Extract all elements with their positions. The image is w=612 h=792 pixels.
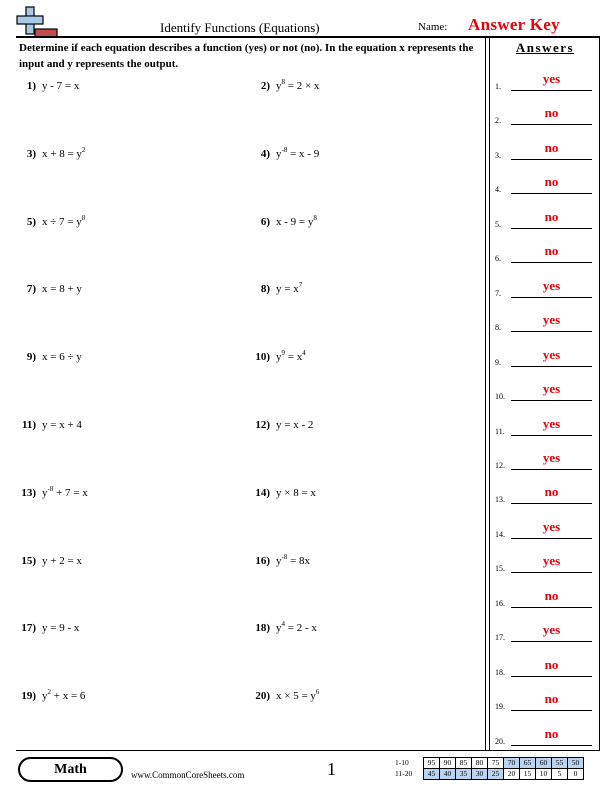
equation-text: y = x - 2: [276, 419, 314, 431]
answer-number: 1.: [495, 82, 501, 91]
answer-row: [495, 277, 595, 304]
score-cell: 0: [568, 769, 584, 780]
problem-number: 20): [255, 690, 270, 703]
answer-value: no: [544, 587, 559, 603]
answer-value: yes: [542, 518, 561, 534]
equation-text: y: [276, 147, 282, 160]
answer-line: [511, 90, 592, 91]
problem-equation: [42, 145, 86, 160]
exponent: 4: [281, 620, 285, 629]
equation-text: x ÷ 7 = y: [42, 215, 82, 228]
exponent: 7: [298, 281, 303, 290]
exponent: -8: [281, 552, 288, 561]
answer-line: [511, 297, 592, 298]
answer-number: 18.: [495, 667, 505, 677]
exponent: 2: [81, 145, 86, 154]
score-cell: 10: [536, 769, 552, 780]
score-cell: 5: [552, 769, 568, 780]
answer-line: [511, 469, 592, 470]
exponent: 4: [302, 349, 306, 358]
answer-number: 15.: [495, 564, 505, 574]
answer-line: [511, 366, 592, 367]
problem-equation: [42, 622, 79, 634]
score-cell: 90: [440, 758, 456, 769]
answer-row: [495, 622, 595, 648]
answer-column-divider: [485, 37, 486, 751]
header-rule: [16, 36, 600, 38]
score-row: [395, 769, 584, 780]
answer-row: [495, 71, 595, 97]
problem-number: 18): [255, 622, 270, 635]
exponent: 9: [281, 349, 285, 358]
subject-badge: Math: [18, 757, 123, 782]
score-cell: 55: [552, 758, 568, 769]
equation-text: x + 8 = y: [42, 147, 82, 160]
answer-number: 6.: [495, 254, 501, 264]
answer-number: 20.: [495, 736, 505, 746]
equation-text: = 2 - x: [285, 622, 317, 635]
problem-equation: [276, 80, 319, 92]
equation-text: y = 9 - x: [42, 622, 80, 635]
score-row: [395, 758, 584, 769]
answer-row: [495, 105, 595, 131]
exponent: 8: [313, 213, 317, 222]
problem-equation: [276, 283, 302, 295]
equation-text: y: [42, 486, 48, 499]
answer-number: 8.: [495, 323, 501, 333]
score-cell: 50: [568, 758, 584, 769]
problem-equation: [42, 213, 86, 228]
answer-number: 2.: [495, 116, 501, 126]
answer-row: [495, 553, 595, 579]
answer-value: yes: [542, 415, 561, 431]
answer-line: [511, 262, 592, 263]
answer-value: yes: [542, 277, 561, 293]
problem-number: 6): [260, 215, 270, 228]
answer-number: 19.: [495, 702, 505, 712]
answer-value: no: [544, 243, 559, 259]
answer-row: [495, 415, 595, 442]
problem-number: 7): [26, 283, 36, 296]
score-cell: 60: [536, 758, 552, 769]
problem-number: 9): [26, 351, 36, 364]
worksheet-title: Identify Functions (Equations): [160, 20, 320, 35]
equation-text: y: [276, 622, 282, 635]
answer-line: [511, 538, 592, 539]
equation-text: y: [276, 80, 282, 92]
equation-text: y: [42, 690, 48, 703]
math-plus-logo-icon: [16, 6, 58, 38]
answer-number: 17.: [495, 633, 505, 643]
answer-value: yes: [542, 622, 561, 638]
score-cell: 20: [504, 769, 520, 780]
answer-line: [511, 193, 592, 194]
equation-text: + x = 6: [51, 690, 86, 703]
problem-number: 5): [26, 215, 36, 228]
equation-text: x = 8 + y: [42, 283, 82, 296]
answer-number: 14.: [495, 529, 505, 539]
problem-number: 2): [260, 80, 270, 92]
score-cell: 95: [424, 758, 440, 769]
answer-row: [495, 139, 595, 166]
score-cell: 25: [488, 769, 504, 780]
website-text: www.CommonCoreSheets.com: [131, 770, 245, 780]
equation-text: = 2 × x: [285, 80, 320, 92]
answer-value: no: [544, 691, 559, 707]
instructions: Determine if each equation describes a function (yes) or not (no). In the equation x represents the input and y represents the output.: [19, 42, 474, 70]
answer-number: 10.: [495, 392, 505, 402]
answer-value: no: [544, 105, 559, 121]
score-cell: 80: [472, 758, 488, 769]
exponent: -8: [47, 484, 54, 493]
problem-number: 13): [21, 486, 36, 499]
problem-equation: [42, 80, 79, 92]
problem-equation: [276, 552, 311, 567]
score-cell: 30: [472, 769, 488, 780]
answer-row: [495, 587, 595, 614]
answer-line: [511, 435, 592, 436]
answer-line: [511, 331, 592, 332]
answer-value: no: [544, 656, 559, 672]
answer-row: [495, 484, 595, 510]
problem-number: 11): [21, 419, 36, 431]
score-cell: 15: [520, 769, 536, 780]
answer-row: [495, 346, 595, 373]
name-label: Name:: [418, 21, 448, 33]
answer-line: [511, 676, 592, 677]
problem-equation: [42, 484, 88, 499]
score-cell: 70: [504, 758, 520, 769]
answer-row: [495, 518, 595, 545]
answer-line: [511, 228, 592, 229]
equation-text: y = x + 4: [42, 419, 82, 431]
answer-number: 11.: [495, 426, 505, 436]
equation-text: = x: [285, 351, 303, 364]
score-cell: 35: [456, 769, 472, 780]
answer-number: 3.: [495, 150, 501, 160]
answer-number: 12.: [495, 460, 505, 470]
exponent: 6: [315, 688, 320, 697]
exponent: 8: [81, 213, 86, 222]
exponent: -8: [281, 145, 288, 154]
problem-number: 17): [21, 622, 36, 635]
problem-number: 3): [26, 147, 36, 160]
score-cell: 85: [456, 758, 472, 769]
problem-equation: [276, 622, 317, 634]
answer-value: yes: [542, 381, 561, 397]
answer-line: [511, 745, 592, 746]
answer-row: [495, 381, 595, 407]
equation-text: x - 9 = y: [276, 215, 314, 228]
answer-value: no: [544, 139, 559, 155]
exponent: 8: [281, 78, 285, 86]
answer-value: yes: [542, 553, 561, 569]
answer-row: [495, 691, 595, 717]
answer-number: 5.: [495, 219, 501, 229]
score-cell: 75: [488, 758, 504, 769]
problem-equation: [276, 145, 320, 160]
problem-number: 19): [21, 690, 36, 703]
score-table: [395, 757, 584, 780]
problem-number: 12): [255, 419, 270, 431]
equation-text: x × 5 = y: [276, 690, 316, 703]
answer-value: no: [544, 174, 559, 190]
answer-line: [511, 503, 592, 504]
problem-number: 16): [255, 554, 270, 567]
answer-value: yes: [542, 71, 561, 86]
problem-equation: [276, 419, 313, 431]
score-cell: 45: [424, 769, 440, 780]
answer-value: no: [544, 725, 559, 741]
problem-number: 10): [255, 351, 270, 364]
answer-row: [495, 656, 595, 683]
equation-text: x = 6 ÷ y: [42, 351, 82, 364]
problem-equation: [276, 487, 316, 499]
equation-text: y: [276, 351, 282, 364]
problem-equation: [42, 419, 82, 431]
answer-number: 9.: [495, 357, 501, 367]
answer-key-label: Answer Key: [468, 15, 560, 34]
problem-equation: [42, 283, 82, 295]
answer-value: yes: [542, 312, 561, 328]
answer-line: [511, 607, 592, 608]
answer-row: [495, 725, 595, 752]
answer-row: [495, 208, 595, 235]
equation-text: y + 2 = x: [42, 554, 82, 567]
answers-heading: Answers: [515, 40, 575, 55]
exponent: 2: [47, 688, 51, 697]
answer-number: 16.: [495, 598, 505, 608]
equation-text: = x - 9: [287, 147, 320, 160]
problem-number: 15): [21, 554, 36, 567]
answer-line: [511, 159, 592, 160]
answer-number: 4.: [495, 185, 501, 195]
right-border: [599, 36, 600, 751]
equation-text: = 8x: [287, 554, 311, 567]
problem-equation: [276, 213, 317, 228]
problem-number: 14): [255, 486, 270, 499]
problem-number: 4): [260, 147, 270, 160]
answer-line: [511, 641, 592, 642]
answer-value: no: [544, 484, 559, 500]
equation-text: + 7 = x: [53, 486, 88, 499]
answer-column-divider-inner: [489, 37, 490, 751]
problem-number: 1): [26, 80, 36, 92]
problem-number: 8): [260, 283, 270, 296]
answer-row: [495, 243, 595, 269]
answer-number: 7.: [495, 288, 501, 298]
answer-line: [511, 400, 592, 401]
problem-equation: [276, 690, 319, 702]
page-number: 1: [327, 759, 336, 779]
answer-value: yes: [542, 346, 561, 362]
answer-row: [495, 312, 595, 338]
answer-value: yes: [542, 449, 561, 465]
score-cell: 65: [520, 758, 536, 769]
equation-text: y: [276, 554, 282, 567]
equation-text: y = x: [276, 283, 299, 296]
problem-equation: [42, 555, 82, 567]
answer-value: no: [544, 208, 559, 224]
answer-line: [511, 710, 592, 711]
score-row-label: 11-20: [395, 769, 413, 778]
problem-equation: [42, 351, 82, 363]
score-row-label: 1-10: [395, 758, 409, 767]
answer-number: 13.: [495, 495, 505, 505]
answer-row: [495, 449, 595, 476]
equation-text: y × 8 = x: [276, 486, 316, 499]
answer-row: [495, 174, 595, 200]
problem-equation: [276, 351, 306, 363]
problem-equation: [42, 690, 85, 702]
score-cell: 40: [440, 769, 456, 780]
answer-line: [511, 124, 592, 125]
equation-text: y - 7 = x: [42, 80, 80, 92]
answer-line: [511, 572, 592, 573]
